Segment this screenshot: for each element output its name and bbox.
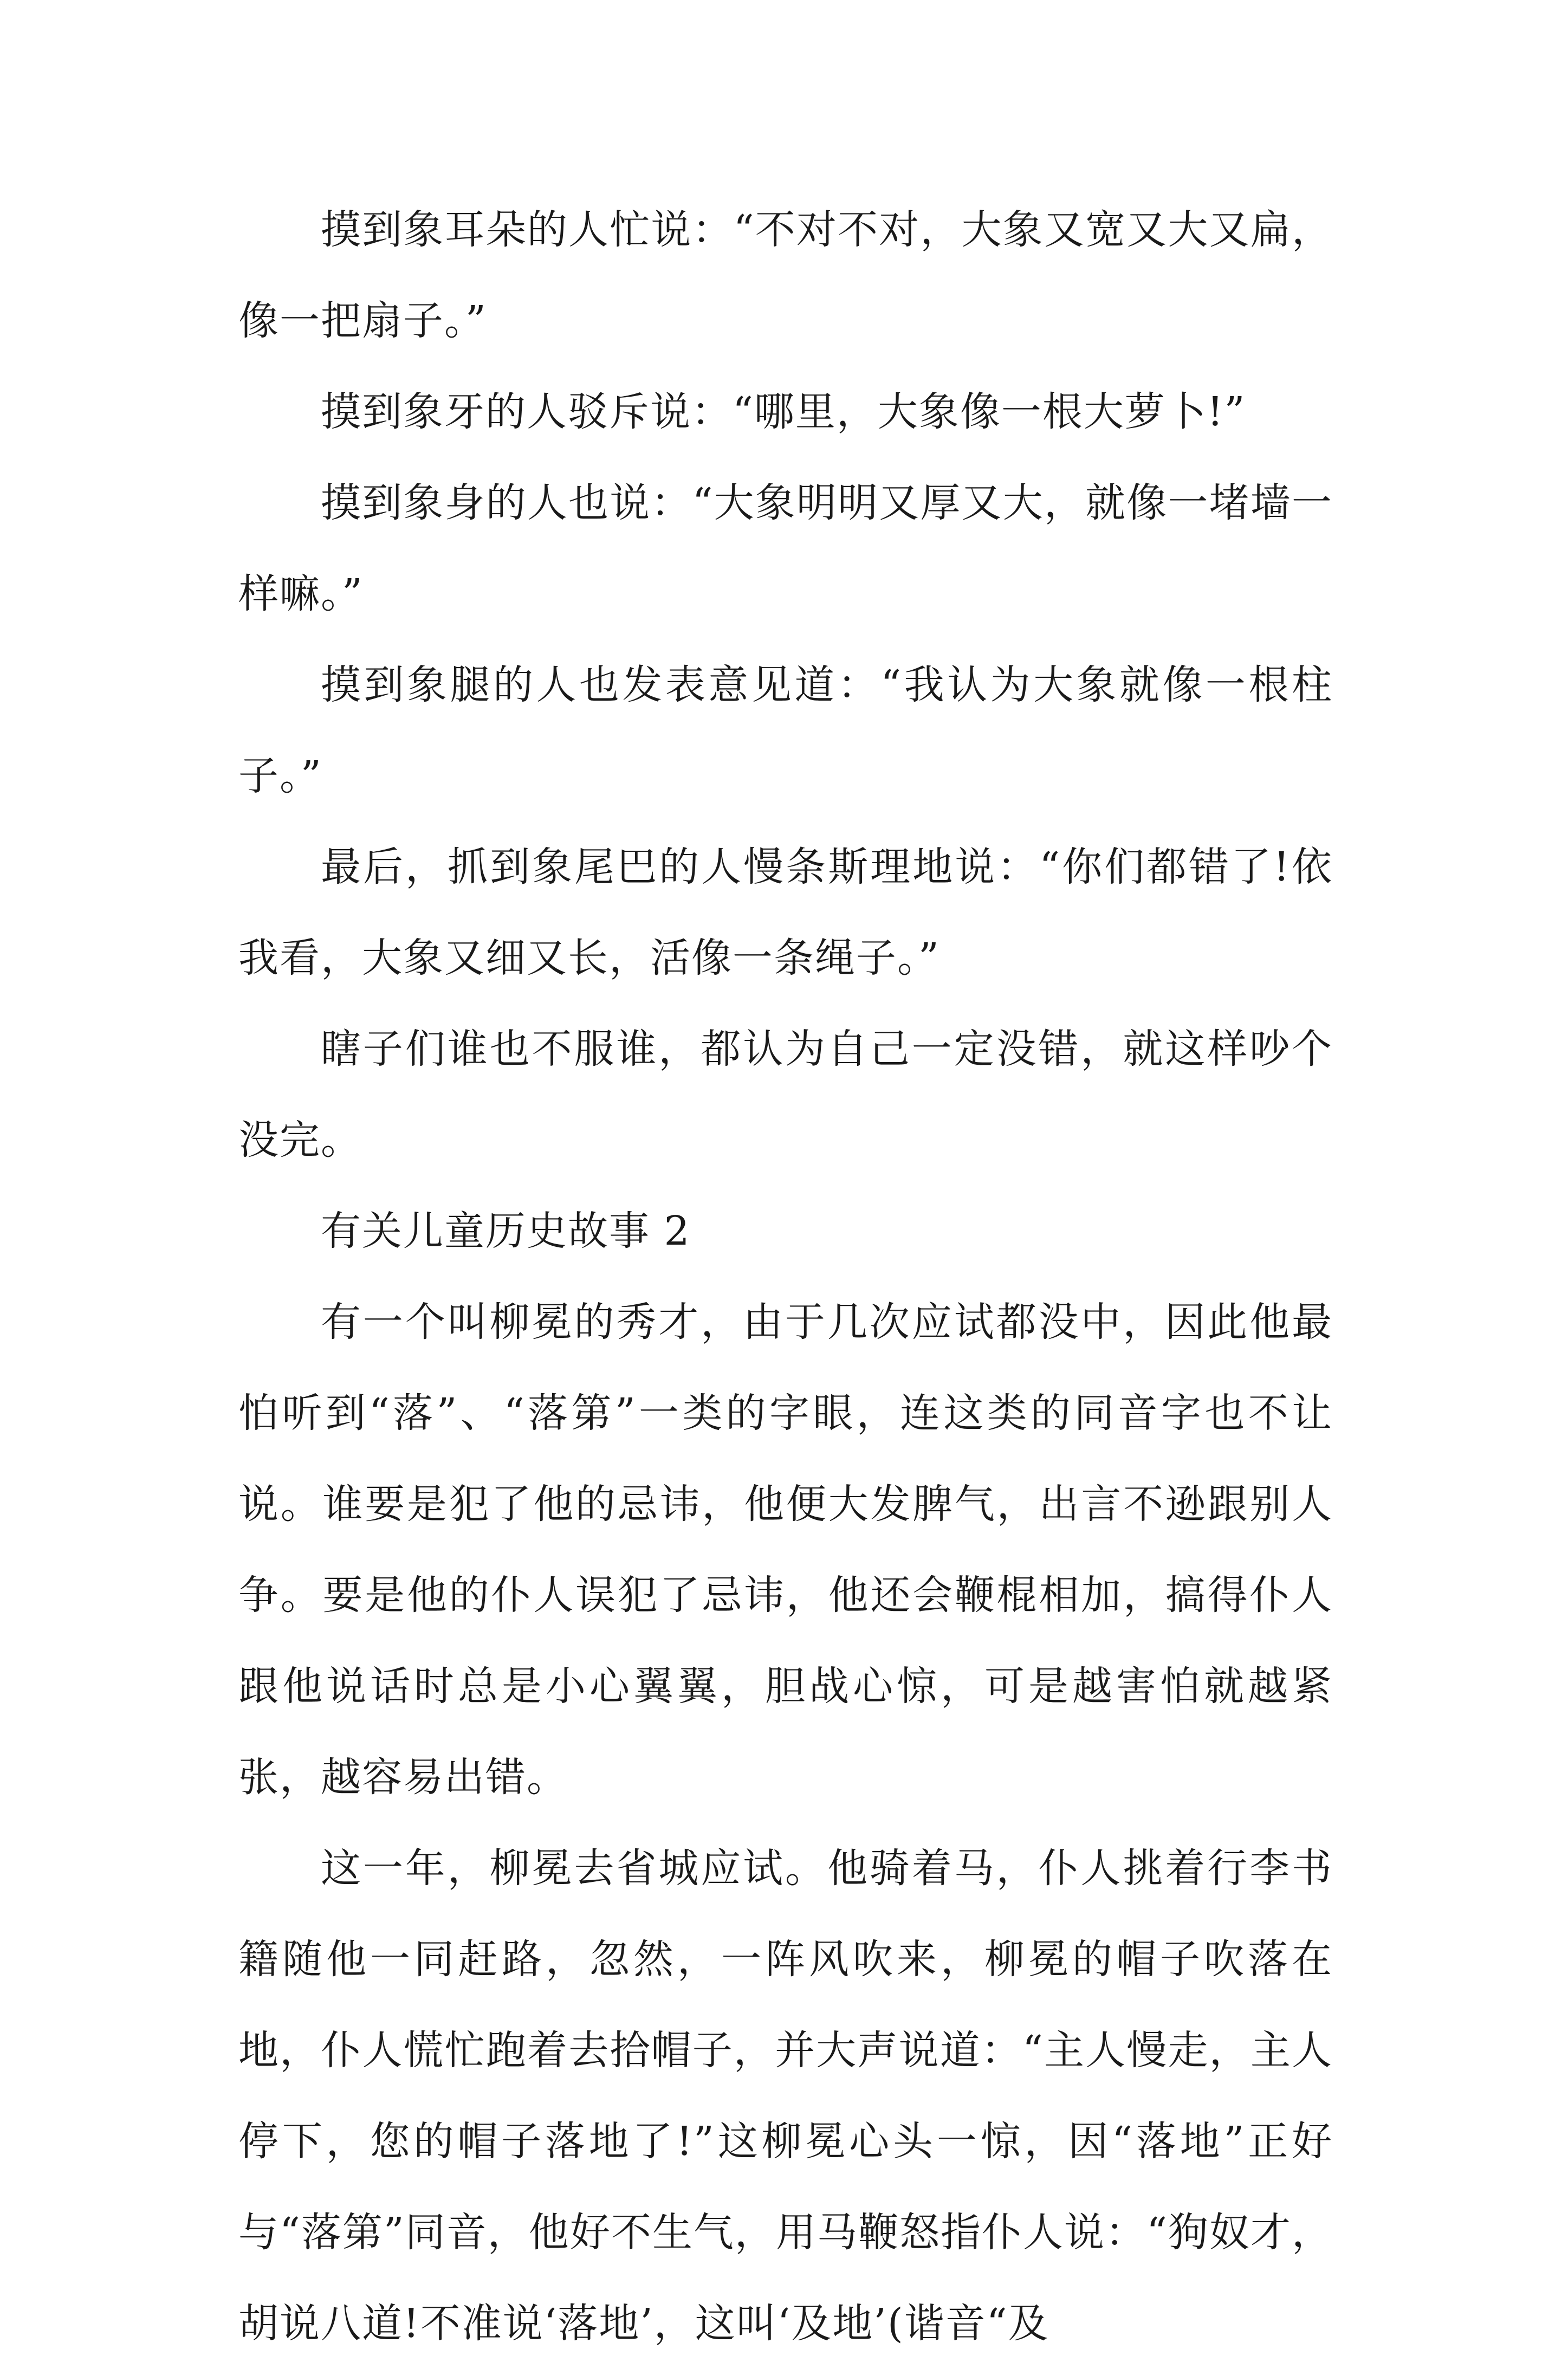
paragraph-leg: 摸到象腿的人也发表意见道：“我认为大象就像一根柱子。” (238, 662, 1333, 799)
paragraph-liu-mian-intro: 有一个叫柳冕的秀才，由于几次应试都没中，因此他最怕听到“落”、“落第”一类的字眼，连这类的同音字也不让说。谁要是犯了他的忌讳，他便大发脾气，出言不逊跟别人争。要是他的仆人误犯了忌讳，他还会鞭棍相加，搞得仆人跟他说话时总是小心翼翼，胆战心惊，可是越害怕就越紧张，越容易出错。 (238, 1299, 1333, 1801)
document-body (238, 184, 1333, 2369)
paragraph-ear: 摸到象耳朵的人忙说：“不对不对，大象又宽又大又扁，像一把扇子。” (238, 206, 1333, 344)
paragraph-body: 摸到象身的人也说：“大象明明又厚又大，就像一堵墙一样嘛。” (238, 480, 1333, 617)
paragraph-conclusion: 瞎子们谁也不服谁，都认为自己一定没错，就这样吵个没完。 (238, 1026, 1333, 1163)
paragraph-tail: 最后，抓到象尾巴的人慢条斯理地说：“你们都错了!依我看，大象又细又长，活像一条绳子。” (238, 844, 1333, 981)
paragraph-liu-mian-journey: 这一年，柳冕去省城应试。他骑着马，仆人挑着行李书籍随他一同赶路，忽然，一阵风吹来，柳冕的帽子吹落在地，仆人慌忙跑着去拾帽子，并大声说道：“主人慢走，主人停下，您的帽子落地了!”这柳冕心头一惊，因“落地”正好与“落第”同音，他好不生气，用马鞭怒指仆人说：“狗奴才，胡说八道!不准说‘落地’，这叫‘及地’(谐音“及 (238, 1845, 1333, 2347)
section-title: 有关儿童历史故事 2 (321, 1208, 691, 1254)
paragraph-tusk: 摸到象牙的人驳斥说：“哪里，大象像一根大萝卜!” (321, 389, 1246, 435)
